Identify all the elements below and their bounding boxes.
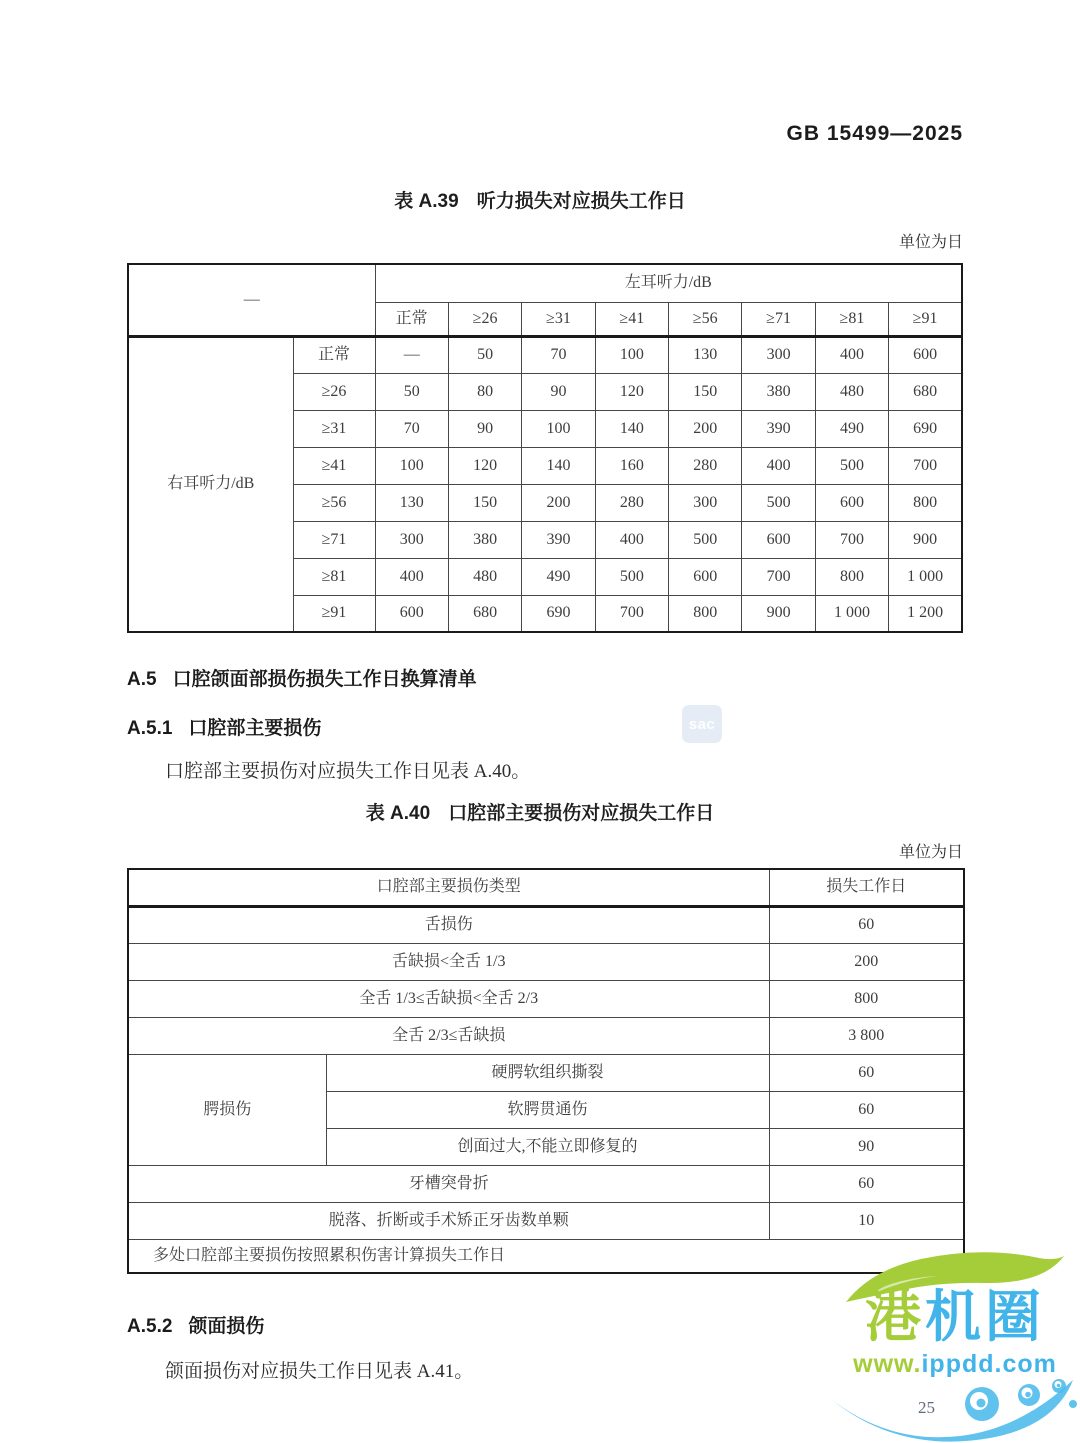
a39-value-cell: 100 xyxy=(522,410,595,447)
table-a39-unit-note: 单位为日 xyxy=(898,234,963,251)
a39-row-label: ≥41 xyxy=(293,447,375,484)
a40-days-cell: 90 xyxy=(769,1128,964,1165)
a39-col-header: ≥81 xyxy=(815,302,888,336)
section-a5-title: 口腔颌面部损伤损失工作日换算清单 xyxy=(172,669,477,690)
a39-value-cell: 700 xyxy=(742,558,815,595)
watermark-brand-blue: 机圈 xyxy=(925,1285,1045,1348)
section-a52-number: A.5.2 xyxy=(127,1316,173,1337)
section-a51-title: 口腔部主要损伤 xyxy=(188,718,322,739)
watermark-brand-text xyxy=(833,1286,1077,1348)
a39-value-cell: 800 xyxy=(815,558,888,595)
a40-days-cell: 3 800 xyxy=(769,1017,964,1054)
a39-value-cell: 800 xyxy=(889,484,962,521)
a40-days-cell: 60 xyxy=(769,1091,964,1128)
a39-col-header: ≥41 xyxy=(595,302,668,336)
a39-corner-cell: — xyxy=(128,264,375,336)
a39-value-cell: 380 xyxy=(742,373,815,410)
table-a39-caption xyxy=(0,186,1080,213)
a40-group-label: 腭损伤 xyxy=(128,1054,326,1165)
a39-row-label: ≥71 xyxy=(293,521,375,558)
a39-value-cell: 480 xyxy=(815,373,888,410)
a39-value-cell: 800 xyxy=(669,595,742,632)
a40-days-cell: 60 xyxy=(769,1165,964,1202)
a40-type-cell: 舌缺损<全舌 1/3 xyxy=(128,943,769,980)
a40-type-cell: 全舌 2/3≤舌缺损 xyxy=(128,1017,769,1054)
a39-header-row xyxy=(128,264,962,302)
a39-value-cell: 160 xyxy=(595,447,668,484)
a40-days-header: 损失工作日 xyxy=(769,869,964,906)
a39-value-cell: 500 xyxy=(742,484,815,521)
a39-value-cell: 690 xyxy=(889,410,962,447)
a39-value-cell: 50 xyxy=(375,373,448,410)
a39-value-cell: 400 xyxy=(815,336,888,373)
a40-type-cell: 软腭贯通伤 xyxy=(326,1091,769,1128)
a39-value-cell: 900 xyxy=(889,521,962,558)
a39-value-cell: 1 000 xyxy=(889,558,962,595)
a40-row xyxy=(128,906,964,943)
a39-value-cell: 200 xyxy=(522,484,595,521)
a40-type-cell: 脱落、折断或手术矫正牙齿数单颗 xyxy=(128,1202,769,1239)
watermark-url-green: www. xyxy=(853,1350,922,1378)
a39-value-cell: 300 xyxy=(742,336,815,373)
a39-value-cell: 600 xyxy=(669,558,742,595)
table-a39-caption-title: 听力损失对应损失工作日 xyxy=(476,191,686,212)
a39-col-header: ≥26 xyxy=(448,302,521,336)
sac-watermark-icon: sac xyxy=(682,705,722,743)
a39-value-cell: 90 xyxy=(522,373,595,410)
table-a40-caption-title: 口腔部主要损伤对应损失工作日 xyxy=(448,803,715,824)
a39-col-group-label: 左耳听力/dB xyxy=(375,264,962,302)
a39-col-header: ≥31 xyxy=(522,302,595,336)
a39-value-cell: 130 xyxy=(375,484,448,521)
a40-days-cell: 800 xyxy=(769,980,964,1017)
a39-value-cell: 70 xyxy=(375,410,448,447)
a39-value-cell: 600 xyxy=(815,484,888,521)
paragraph-a51: 口腔部主要损伤对应损失工作日见表 A.40。 xyxy=(165,761,531,782)
a39-value-cell: 380 xyxy=(448,521,521,558)
a39-value-cell: 150 xyxy=(448,484,521,521)
section-a5-number: A.5 xyxy=(127,669,157,690)
a39-value-cell: 390 xyxy=(522,521,595,558)
a39-col-header: ≥56 xyxy=(669,302,742,336)
a40-type-header: 口腔部主要损伤类型 xyxy=(128,869,769,906)
a39-value-cell: 140 xyxy=(595,410,668,447)
paragraph-a52: 颌面损伤对应损失工作日见表 A.41。 xyxy=(165,1361,474,1382)
a39-value-cell: 600 xyxy=(889,336,962,373)
a39-row-label: 正常 xyxy=(293,336,375,373)
a40-row xyxy=(128,1165,964,1202)
a40-row xyxy=(128,980,964,1017)
a39-row-label: ≥31 xyxy=(293,410,375,447)
section-a52-title: 颌面损伤 xyxy=(188,1316,265,1337)
a39-value-cell: 500 xyxy=(815,447,888,484)
a39-value-cell: 120 xyxy=(448,447,521,484)
a39-value-cell: 490 xyxy=(522,558,595,595)
section-a51-number: A.5.1 xyxy=(127,718,173,739)
table-a39 xyxy=(127,263,963,633)
watermark-wave-icon xyxy=(830,1374,1080,1443)
watermark-brand-green: 港 xyxy=(865,1285,925,1348)
a39-value-cell: 600 xyxy=(742,521,815,558)
table-a40-caption-label: 表 A.40 xyxy=(365,803,431,824)
a39-value-cell: 700 xyxy=(815,521,888,558)
a40-days-cell: 60 xyxy=(769,906,964,943)
a39-value-cell: 140 xyxy=(522,447,595,484)
a39-row-label: ≥91 xyxy=(293,595,375,632)
a40-body xyxy=(128,869,964,1273)
a39-value-cell: 1 000 xyxy=(815,595,888,632)
a40-days-cell: 60 xyxy=(769,1054,964,1091)
a39-row-label: ≥26 xyxy=(293,373,375,410)
a39-value-cell: 300 xyxy=(375,521,448,558)
a40-row xyxy=(128,943,964,980)
a40-type-cell: 舌损伤 xyxy=(128,906,769,943)
a39-value-cell: 700 xyxy=(595,595,668,632)
a39-value-cell: 500 xyxy=(595,558,668,595)
a39-value-cell: 130 xyxy=(669,336,742,373)
a39-value-cell: 280 xyxy=(669,447,742,484)
table-a40 xyxy=(127,868,965,1274)
a40-type-cell: 全舌 1/3≤舌缺损<全舌 2/3 xyxy=(128,980,769,1017)
a39-row-group-label: 右耳听力/dB xyxy=(128,336,293,632)
a39-row-label: ≥81 xyxy=(293,558,375,595)
a39-value-cell: 680 xyxy=(889,373,962,410)
table-a40-unit-note: 单位为日 xyxy=(898,844,963,861)
a39-value-cell: 100 xyxy=(375,447,448,484)
a39-value-cell: 480 xyxy=(448,558,521,595)
a39-value-cell: 300 xyxy=(669,484,742,521)
a39-value-cell: 280 xyxy=(595,484,668,521)
a40-type-cell: 牙槽突骨折 xyxy=(128,1165,769,1202)
a40-footer-row xyxy=(128,1239,964,1273)
doc-number: GB 15499—2025 xyxy=(786,122,963,145)
a40-days-cell: 200 xyxy=(769,943,964,980)
a39-value-cell: 200 xyxy=(669,410,742,447)
a39-value-cell: 400 xyxy=(742,447,815,484)
watermark-url-blue: ippdd.com xyxy=(921,1350,1057,1378)
a39-value-cell: 400 xyxy=(375,558,448,595)
section-a52-heading xyxy=(127,1311,264,1338)
a39-value-cell: 80 xyxy=(448,373,521,410)
a40-row xyxy=(128,1017,964,1054)
a40-days-cell: 10 xyxy=(769,1202,964,1239)
a39-value-cell: 120 xyxy=(595,373,668,410)
a39-value-cell: 490 xyxy=(815,410,888,447)
a39-value-cell: 700 xyxy=(889,447,962,484)
a39-value-cell: 500 xyxy=(669,521,742,558)
section-a51-heading xyxy=(127,713,321,740)
a39-value-cell: 90 xyxy=(448,410,521,447)
a40-row xyxy=(128,1202,964,1239)
a39-body xyxy=(128,264,962,632)
a40-group-row xyxy=(128,1054,964,1091)
a39-value-cell: 70 xyxy=(522,336,595,373)
a39-col-header: ≥91 xyxy=(889,302,962,336)
a39-row-label: ≥56 xyxy=(293,484,375,521)
table-a40-caption xyxy=(0,798,1080,825)
a39-value-cell: 600 xyxy=(375,595,448,632)
a39-value-cell: 390 xyxy=(742,410,815,447)
a40-type-cell: 硬腭软组织撕裂 xyxy=(326,1054,769,1091)
a39-value-cell: 680 xyxy=(448,595,521,632)
a39-value-cell: 50 xyxy=(448,336,521,373)
table-a39-caption-label: 表 A.39 xyxy=(394,191,459,212)
a40-header-row xyxy=(128,869,964,906)
a40-type-cell: 创面过大,不能立即修复的 xyxy=(326,1128,769,1165)
a39-value-cell: 1 200 xyxy=(889,595,962,632)
a39-value-cell: 900 xyxy=(742,595,815,632)
page-number: 25 xyxy=(918,1398,935,1417)
a39-col-header: ≥71 xyxy=(742,302,815,336)
a39-value-cell: 100 xyxy=(595,336,668,373)
a39-row xyxy=(128,336,962,373)
a39-value-cell: 690 xyxy=(522,595,595,632)
a39-value-cell: — xyxy=(375,336,448,373)
a39-col-header: 正常 xyxy=(375,302,448,336)
a39-value-cell: 150 xyxy=(669,373,742,410)
a39-value-cell: 400 xyxy=(595,521,668,558)
a40-footer-note: 多处口腔部主要损伤按照累积伤害计算损失工作日 xyxy=(128,1239,964,1273)
section-a5-heading xyxy=(127,664,477,691)
